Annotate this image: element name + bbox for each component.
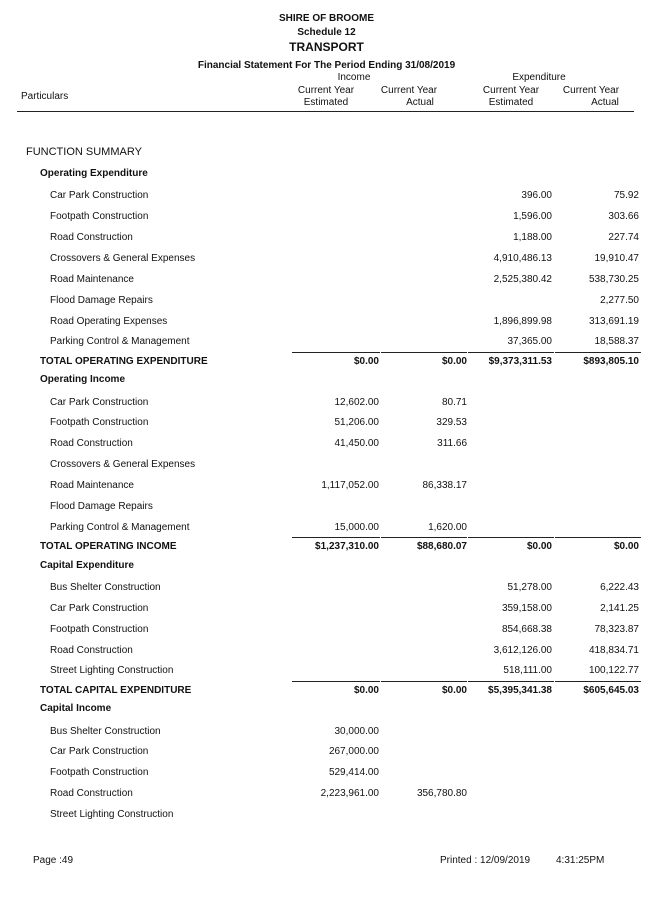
- table-row: [0, 624, 653, 638]
- table-row: [0, 501, 653, 515]
- printed-date: Printed : 12/09/2019: [440, 855, 531, 866]
- total-rule: [555, 681, 641, 682]
- row-label: Bus Shelter Construction: [50, 581, 161, 593]
- row-label: Capital Income: [40, 703, 112, 715]
- row-label: Operating Income: [40, 374, 126, 386]
- row-label: Footpath Construction: [50, 211, 149, 223]
- row-label: Operating Expenditure: [40, 168, 148, 179]
- total-rule: [381, 352, 467, 353]
- report-title: TRANSPORT: [289, 40, 364, 54]
- row-value: 41,450.00: [334, 438, 379, 450]
- row-label: Crossovers & General Expenses: [50, 252, 196, 264]
- table-row: [0, 480, 653, 494]
- row-value: 1,620.00: [428, 521, 467, 533]
- row-value: 267,000.00: [328, 746, 379, 758]
- row-value: $0.00: [441, 684, 467, 696]
- table-row: [0, 211, 653, 225]
- header-line: Estimated: [303, 97, 349, 108]
- total-row: [0, 356, 653, 370]
- row-value: 86,338.17: [422, 480, 467, 491]
- table-row: [0, 316, 653, 330]
- total-rule: [292, 681, 380, 682]
- row-value: 529,414.00: [328, 767, 379, 779]
- row-value: $88,680.07: [416, 541, 467, 553]
- particulars-header: Particulars: [21, 91, 69, 102]
- row-value: 418,834.71: [588, 644, 639, 656]
- table-row: [0, 522, 653, 536]
- row-value: 80.71: [441, 396, 467, 408]
- section-heading: [0, 168, 653, 182]
- header-line: Current Year: [380, 85, 438, 96]
- expenditure-actual-header: [546, 85, 636, 109]
- row-label: TOTAL OPERATING INCOME: [40, 541, 177, 553]
- table-row: [0, 809, 653, 823]
- table-row: [0, 295, 653, 309]
- total-rule: [555, 537, 641, 538]
- row-label: TOTAL CAPITAL EXPENDITURE: [40, 684, 192, 696]
- row-value: $605,645.03: [583, 684, 639, 696]
- table-row: [0, 726, 653, 740]
- header-line: Current Year: [297, 85, 355, 96]
- section-heading: [0, 374, 653, 388]
- income-group-label: Income: [337, 72, 371, 83]
- row-label: Road Operating Expenses: [50, 315, 168, 327]
- row-label: Car Park Construction: [50, 396, 149, 408]
- total-row: [0, 541, 653, 555]
- row-value: 78,323.87: [594, 623, 639, 635]
- table-row: [0, 603, 653, 617]
- table-row: [0, 582, 653, 596]
- row-value: 12,602.00: [334, 396, 379, 408]
- total-rule: [468, 537, 554, 538]
- row-value: 2,223,961.00: [320, 788, 379, 800]
- row-value: 75.92: [613, 190, 639, 202]
- row-label: TOTAL OPERATING EXPENDITURE: [40, 355, 208, 367]
- row-label: Street Lighting Construction: [50, 665, 174, 677]
- row-label: Capital Expenditure: [40, 559, 134, 571]
- row-label: Road Construction: [50, 232, 133, 244]
- expenditure-group-label: Expenditure: [512, 72, 566, 83]
- function-summary-heading: [0, 146, 653, 160]
- row-value: 18,588.37: [594, 336, 639, 348]
- total-rule: [468, 352, 554, 353]
- row-value: 303.66: [608, 211, 639, 223]
- table-row: [0, 274, 653, 288]
- header-line: Current Year: [482, 85, 540, 96]
- row-value: 329.53: [436, 417, 467, 429]
- row-value: 1,188.00: [513, 232, 552, 244]
- total-rule: [468, 681, 554, 682]
- row-value: 30,000.00: [334, 725, 379, 737]
- row-value: 311.66: [437, 438, 467, 450]
- row-value: 19,910.47: [594, 252, 639, 264]
- row-value: 6,222.43: [600, 581, 639, 593]
- printed-time: 4:31:25PM: [556, 855, 605, 866]
- row-label: Parking Control & Management: [50, 521, 190, 533]
- expenditure-estimated-header: [466, 85, 556, 109]
- row-label: Footpath Construction: [50, 417, 149, 429]
- row-value: 4,910,486.13: [493, 252, 552, 264]
- row-label: Road Maintenance: [50, 480, 134, 491]
- table-row: [0, 438, 653, 452]
- total-rule: [381, 681, 467, 682]
- row-label: Footpath Construction: [50, 623, 149, 635]
- row-label: Road Maintenance: [50, 273, 134, 285]
- header-line: Actual: [406, 97, 434, 108]
- total-rule: [292, 537, 380, 538]
- table-row: [0, 253, 653, 267]
- row-label: Car Park Construction: [50, 190, 149, 202]
- table-row: [0, 665, 653, 679]
- row-value: 51,278.00: [507, 581, 552, 593]
- section-heading: [0, 703, 653, 717]
- row-value: $0.00: [526, 541, 552, 553]
- table-row: [0, 746, 653, 760]
- income-actual-header: [364, 85, 454, 109]
- total-rule: [292, 352, 380, 353]
- row-value: 2,141.25: [600, 602, 639, 614]
- table-row: [0, 190, 653, 204]
- row-label: Footpath Construction: [50, 767, 149, 779]
- row-value: 1,596.00: [513, 211, 552, 223]
- header-line: Current Year: [562, 85, 620, 96]
- row-label: Bus Shelter Construction: [50, 725, 161, 737]
- table-row: [0, 767, 653, 781]
- section-heading: [0, 560, 653, 574]
- table-row: [0, 417, 653, 431]
- row-value: 3,612,126.00: [493, 644, 552, 656]
- row-label: Car Park Construction: [50, 746, 149, 758]
- row-value: 100,122.77: [588, 665, 639, 677]
- header-line: Estimated: [488, 97, 534, 108]
- period-label: Financial Statement For The Period Ending 31/08/2019: [197, 60, 456, 71]
- page-number: Page :49: [33, 855, 74, 866]
- row-label: Road Construction: [50, 644, 133, 656]
- row-label: Street Lighting Construction: [50, 809, 174, 820]
- row-label: Crossovers & General Expenses: [50, 459, 196, 471]
- table-row: [0, 232, 653, 246]
- table-row: [0, 788, 653, 802]
- row-value: 396.00: [521, 190, 552, 202]
- total-rule: [555, 352, 641, 353]
- row-value: $893,805.10: [583, 355, 639, 367]
- row-value: 15,000.00: [334, 521, 379, 533]
- row-label: Car Park Construction: [50, 602, 149, 614]
- schedule-number: Schedule 12: [297, 27, 356, 38]
- row-value: 538,730.25: [588, 273, 639, 285]
- header-rule: [17, 111, 634, 112]
- shire-name: SHIRE OF BROOME: [278, 13, 374, 24]
- row-value: $0.00: [353, 355, 379, 367]
- row-value: 518,111.00: [503, 665, 552, 677]
- header-line: Actual: [591, 97, 619, 108]
- row-value: $9,373,311.53: [488, 355, 552, 367]
- row-label: Road Construction: [50, 438, 133, 450]
- row-value: 51,206.00: [334, 417, 379, 429]
- row-value: 1,117,052.00: [321, 480, 379, 491]
- row-value: 356,780.80: [416, 788, 467, 800]
- row-value: 2,525,380.42: [493, 273, 552, 285]
- row-value: 359,158.00: [501, 602, 552, 614]
- row-label: Flood Damage Repairs: [50, 500, 153, 512]
- row-value: 227.74: [608, 232, 639, 244]
- row-value: 37,365.00: [507, 336, 552, 348]
- row-value: 313,691.19: [588, 315, 639, 327]
- row-value: $0.00: [613, 541, 639, 553]
- table-row: [0, 645, 653, 659]
- total-row: [0, 685, 653, 699]
- row-label: Flood Damage Repairs: [50, 294, 153, 306]
- table-row: [0, 397, 653, 411]
- row-value: $0.00: [353, 684, 379, 696]
- row-value: 1,896,899.98: [493, 315, 552, 327]
- row-label: Road Construction: [50, 788, 133, 800]
- row-value: 854,668.38: [501, 623, 552, 635]
- row-value: $5,395,341.38: [488, 684, 552, 696]
- income-estimated-header: [281, 85, 371, 109]
- row-label: Parking Control & Management: [50, 336, 190, 348]
- row-value: $1,237,310.00: [315, 541, 379, 553]
- row-value: 2,277.50: [600, 294, 639, 306]
- total-rule: [381, 537, 467, 538]
- row-label: FUNCTION SUMMARY: [26, 146, 142, 158]
- table-row: [0, 459, 653, 473]
- table-row: [0, 336, 653, 350]
- row-value: $0.00: [441, 355, 467, 367]
